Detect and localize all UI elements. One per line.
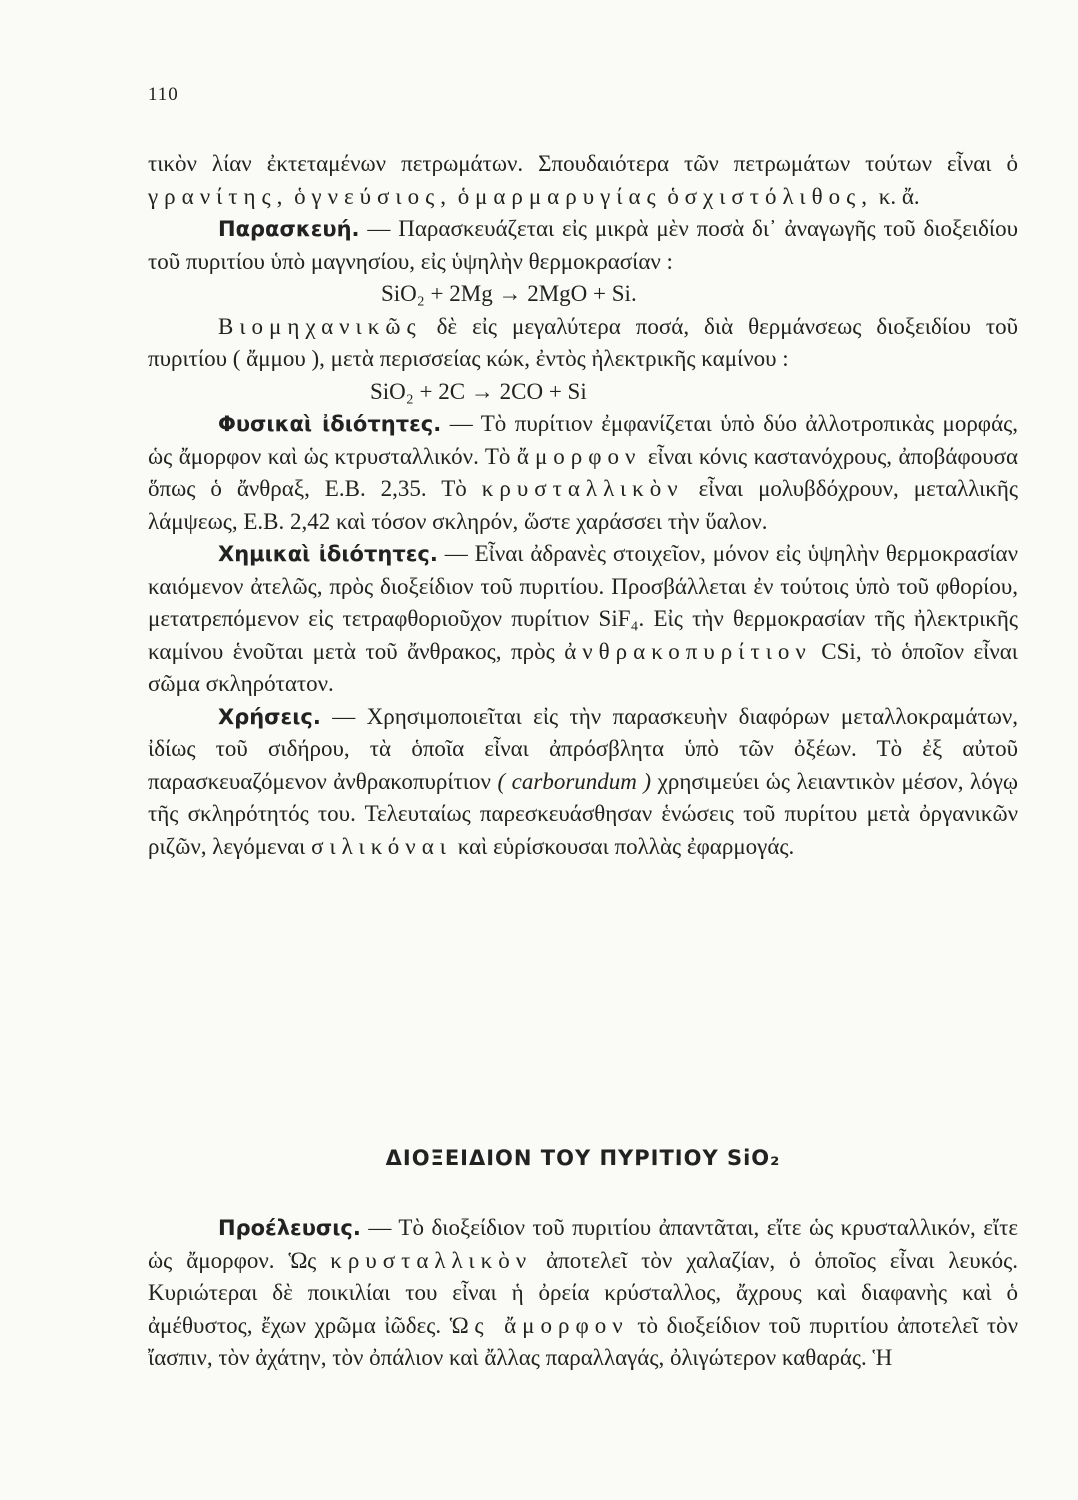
spaced-term: ἀνθρακοπυρίτιον <box>564 638 812 664</box>
main-text <box>148 148 1018 863</box>
origin-heading: Προέλευσις. <box>218 1216 361 1240</box>
industrial-paragraph: Βιομηχανικῶς δὲ εἰς μεγαλύτερα ποσά, διὰ θερμάνσεως διοξειδίου τοῦ πυριτίου ( ἄμμου ), μετὰ περισσείας κώκ, ἐντὸς ἠλεκτρικῆς καμίνου : <box>148 313 1019 371</box>
physical-properties-paragraph: Φυσικαὶ ἰδιότητες. — Τὸ πυρίτιον ἐμφανίζεται ὑπὸ δύο ἀλλοτροπικὰς μορφάς, ὡς ἄμορφον καὶ ὡς κτρυσταλλικόν. Τὸ ἄμορφον εἶναι κόνις καστανόχρους, ἀποβάφουσα ὅπως ὁ ἄνθραξ, Ε.Β. 2,35. Τὸ κρυσταλλικὸν εἶναι μολυβδόχρουν, μεταλλικῆς λάμψεως, Ε.Β. 2,42 καὶ τόσον σκληρόν, ὥστε χαράσσει τὴν ὕαλον. <box>148 411 1019 534</box>
spaced-term: κρυσταλλικὸν <box>481 476 684 501</box>
spaced-term: μαρμαρυγίας <box>474 183 662 209</box>
spaced-term: κρυσταλλικὸν <box>330 1247 533 1273</box>
preparation-paragraph: Παρασκευή. — Παρασκευάζεται εἰς μικρὰ μὲν ποσὰ δι᾽ ἀναγωγῆς τοῦ διοξειδίου τοῦ πυριτίου ὑπὸ μαγνησίου, εἰς ὑψηλὴν θερμοκρασίαν : <box>148 216 1019 274</box>
section-title: ΔΙΟΞΕΙΔΙΟΝ ΤΟΥ ΠΥΡΙΤΙΟΥ SiO₂ <box>385 1146 781 1170</box>
intro-paragraph: τικὸν λίαν ἐκτεταμένων πετρωμάτων. Σπουδαιότερα τῶν πετρωμάτων τούτων εἶναι ὁ γρανίτης, ὁ γνεύσιος, ὁ μαρμαρυγίας ὁ σχιστόλιθος, κ. ἄ. <box>148 151 1018 209</box>
page-number: 110 <box>148 84 179 105</box>
spaced-term: ἄμορφον <box>516 443 642 469</box>
uses-heading: Χρήσεις. <box>218 704 321 729</box>
equation-carbon: SiO₂ + 2C → 2CO + Si <box>370 378 587 404</box>
origin-paragraph: Προέλευσις. — Τὸ διοξείδιον τοῦ πυριτίου ἀπαντᾶται, εἴτε ὡς κρυσταλλικόν, εἴτε ὡς ἄμορφον. Ὡς κρυσταλλικὸν ἀποτελεῖ τὸν χαλαζίαν, ὁ ὁποῖος εἶναι λευκός. Κυριώτεραι δὲ ποικιλίαι του εἶναι ἡ ὀρεία κρύσταλλος, ἄχρους καὶ διαφανὴς καὶ ὁ ἀμέθυστος, ἔχων χρῶμα ἰῶδες. Ὡς ἄμορφον τὸ διοξείδιον τοῦ πυριτίου ἀποτελεῖ τὸν ἴασπιν, τὸν ἀχάτην, τὸν ὀπάλιον καὶ ἄλλας παραλλαγάς, ὀλιγώτερον καθαράς. Ἡ <box>148 1215 1019 1370</box>
physical-properties-heading: Φυσικαὶ ἰδιότητες. <box>218 412 442 436</box>
spaced-term: σχιστόλιθος, <box>684 183 873 209</box>
spaced-term: Βιομηχανικῶς <box>218 313 422 339</box>
chemical-properties-paragraph: Χημικαὶ ἰδιότητες. — Εἶναι ἀδρανὲς στοιχεῖον, μόνον εἰς ὑψηλὴν θερμοκρασίαν καιόμενον ἀτελῶς, πρὸς διοξείδιον τοῦ πυριτίου. Προσβάλλεται ἐν τούτοις ὑπὸ τοῦ φθορίου, μετατρεπόμενον εἰς τετραφθοριοῦχον πυρίτιον SiF₄. Εἰς τὴν θερμοκρασίαν τῆς ἠλεκτρικῆς καμίνου ἑνοῦται μετὰ τοῦ ἄνθρακος, πρὸς ἀνθρακοπυρίτιον CSi, τὸ ὁποῖον εἶναι σῶμα σκληρότατον. <box>148 541 1018 696</box>
spaced-term: σιλικόναι <box>311 833 452 859</box>
spaced-term: Ὡς ἄμορφον <box>449 1312 629 1338</box>
equation-magnesium: SiO₂ + 2Mg → 2MgO + Si. <box>381 281 637 306</box>
chemical-properties-heading: Χημικαὶ ἰδιότητες. <box>218 542 438 566</box>
uses-paragraph: Χρήσεις. — Χρησιμοποιεῖται εἰς τὴν παρασκευὴν διαφόρων μεταλλοκραμάτων, ἰδίως τοῦ σιδήρου, τὰ ὁποῖα εἶναι ἀπρόσβλητα ὑπὸ τῶν ὀξέων. Τὸ ἐξ αὐτοῦ παρασκευαζόμενον ἀνθρακοπυρίτιον ( carborundum ) χρησιμεύει ὡς λειαντικὸν μέσον, λόγῳ τῆς σκληρότητός του. Τελευταίως παρεσκευάσθησαν ἑνώσεις τοῦ πυρίτου μετὰ ὀργανικῶν ριζῶν, λεγόμεναι σιλικόναι καὶ εὑρίσκουσαι πολλὰς ἐφαρμογάς. <box>148 703 1019 859</box>
spaced-term: γνεύσιος, <box>311 183 452 209</box>
preparation-heading: Παρασκευή. <box>218 217 360 241</box>
italic-term: ( carborundum ) <box>497 768 652 794</box>
spaced-term: γρανίτης, <box>148 183 289 209</box>
origin-text <box>148 1212 1018 1375</box>
